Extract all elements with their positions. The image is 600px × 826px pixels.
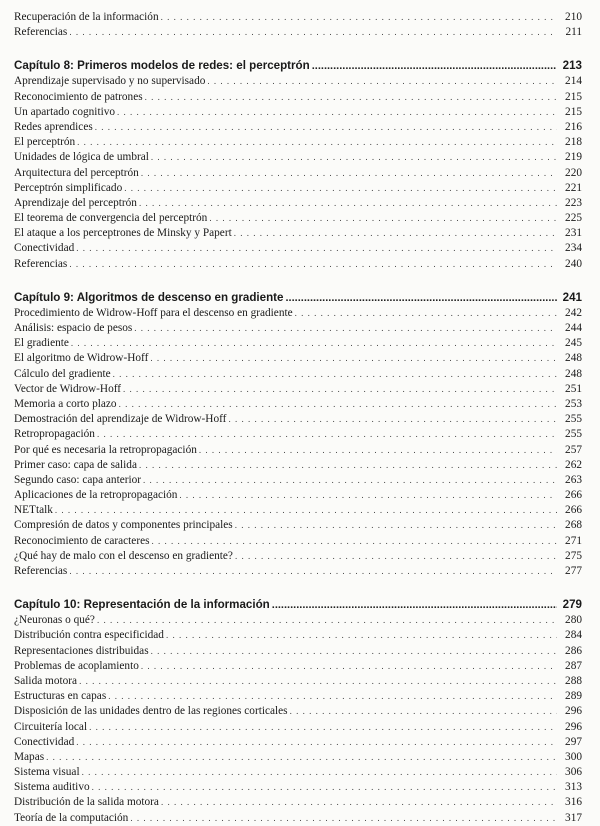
dot-leader xyxy=(69,564,557,579)
chapter-heading[interactable] xyxy=(14,596,582,613)
toc-entry[interactable] xyxy=(14,135,582,150)
entry-page-number: 248 xyxy=(565,367,582,380)
toc-entry[interactable] xyxy=(14,473,582,488)
toc-entry[interactable] xyxy=(14,351,582,366)
dot-leader xyxy=(295,306,557,321)
entry-page-number: 263 xyxy=(565,473,582,486)
entry-title: Redes aprendices xyxy=(14,120,93,133)
entry-title: Representaciones distribuidas xyxy=(14,644,149,657)
chapter-title: Capítulo 10: Representación de la información xyxy=(14,598,270,612)
chapter-page-number: 213 xyxy=(562,59,582,73)
entry-page-number: 220 xyxy=(565,166,582,179)
entry-title: Reconocimiento de patrones xyxy=(14,90,143,103)
toc-entry[interactable] xyxy=(14,211,582,226)
toc-entry[interactable] xyxy=(14,704,582,719)
dot-leader xyxy=(199,443,557,458)
dot-leader xyxy=(108,689,557,704)
entry-title: Perceptrón simplificado xyxy=(14,181,123,194)
dot-leader xyxy=(234,226,557,241)
toc-entry[interactable] xyxy=(14,564,582,579)
entry-title: NETtalk xyxy=(14,504,53,517)
entry-page-number: 296 xyxy=(565,705,582,718)
entry-page-number: 317 xyxy=(565,811,582,824)
entry-page-number: 215 xyxy=(565,105,582,118)
toc-entry[interactable] xyxy=(14,257,582,272)
toc-entry[interactable] xyxy=(14,613,582,628)
entry-title: Vector de Widrow-Hoff xyxy=(14,382,122,395)
toc-entry[interactable] xyxy=(14,518,582,533)
entry-title: Distribución de la salida motora xyxy=(14,796,159,809)
entry-page-number: 216 xyxy=(565,120,582,133)
entry-page-number: 288 xyxy=(565,674,582,687)
entry-page-number: 255 xyxy=(565,428,582,441)
entry-title: El ataque a los perceptrones de Minsky y Papert xyxy=(14,227,232,240)
dot-leader xyxy=(82,765,557,780)
entry-title: Cálculo del gradiente xyxy=(14,367,111,380)
entry-page-number: 277 xyxy=(565,565,582,577)
toc-entry[interactable] xyxy=(14,628,582,643)
toc-entry[interactable] xyxy=(14,458,582,473)
dot-leader xyxy=(119,397,557,412)
dot-leader xyxy=(228,412,557,427)
dot-leader xyxy=(134,321,557,336)
dot-leader xyxy=(290,704,557,719)
entry-title: El gradiente xyxy=(14,337,69,350)
entry-title: Análisis: espacio de pesos xyxy=(14,322,133,334)
entry-title: Reconocimiento de caracteres xyxy=(14,534,150,547)
chapter-page-number: 279 xyxy=(562,598,582,612)
chapter-page-number: 241 xyxy=(562,290,582,304)
dot-leader xyxy=(139,196,557,211)
dot-leader xyxy=(161,795,557,810)
toc-entry[interactable] xyxy=(14,196,582,211)
toc-entry[interactable] xyxy=(14,150,582,165)
dot-leader xyxy=(141,659,557,674)
toc-entry[interactable] xyxy=(14,105,582,120)
entry-page-number: 221 xyxy=(565,181,582,194)
entry-page-number: 253 xyxy=(565,397,582,410)
entry-title: Referencias xyxy=(14,257,68,270)
dot-leader xyxy=(117,105,557,120)
dot-leader xyxy=(71,336,557,351)
dot-leader xyxy=(179,488,557,503)
entry-page-number: 218 xyxy=(565,136,582,149)
entry-title: Circuitería local xyxy=(14,720,88,733)
chapter-heading[interactable] xyxy=(14,289,582,306)
toc-entry[interactable] xyxy=(14,811,582,826)
entry-page-number: 257 xyxy=(565,443,582,456)
entry-page-number: 316 xyxy=(565,796,582,809)
dot-leader xyxy=(166,628,557,643)
toc-entry[interactable] xyxy=(14,120,582,135)
entry-page-number: 296 xyxy=(565,720,582,733)
entry-page-number: 251 xyxy=(565,382,582,395)
dot-leader xyxy=(123,382,557,397)
dot-leader xyxy=(97,613,557,628)
entry-page-number: 268 xyxy=(565,519,582,532)
entry-title: Problemas de acoplamiento xyxy=(14,659,139,672)
entry-title: Referencias xyxy=(14,565,68,577)
toc-section xyxy=(14,10,582,40)
entry-page-number: 287 xyxy=(565,659,582,672)
toc-entry[interactable] xyxy=(14,321,582,336)
entry-page-number: 248 xyxy=(565,352,582,365)
entry-title: Aprendizaje supervisado y no supervisado xyxy=(14,75,206,88)
entry-title: Procedimiento de Widrow-Hoff para el descenso en gradiente xyxy=(14,306,293,319)
chapter-heading[interactable] xyxy=(14,57,582,74)
dot-leader xyxy=(235,518,557,533)
toc-entry[interactable] xyxy=(14,166,582,181)
toc-entry[interactable] xyxy=(14,241,582,256)
toc-entry[interactable] xyxy=(14,336,582,351)
dot-leader xyxy=(286,290,558,307)
entry-title: Aplicaciones de la retropropagación xyxy=(14,489,178,502)
dot-leader xyxy=(77,135,557,150)
toc-entry[interactable] xyxy=(14,795,582,810)
entry-title: ¿Qué hay de malo con el descenso en gradiente? xyxy=(14,549,233,562)
dot-leader xyxy=(97,427,557,442)
toc-entry[interactable] xyxy=(14,644,582,659)
dot-leader xyxy=(141,166,557,181)
toc-entry[interactable] xyxy=(14,488,582,503)
dot-leader xyxy=(79,674,557,689)
chapter-title: Capítulo 8: Primeros modelos de redes: el perceptrón xyxy=(14,59,310,73)
entry-title: El algoritmo de Widrow-Hoff xyxy=(14,352,149,365)
dot-leader xyxy=(150,351,557,366)
toc-entry[interactable] xyxy=(14,720,582,735)
entry-title: Recuperación de la información xyxy=(14,11,159,23)
entry-title: Disposición de las unidades dentro de las regiones corticales xyxy=(14,705,288,718)
toc-entry[interactable] xyxy=(14,674,582,689)
dot-leader xyxy=(207,74,557,89)
toc-entry[interactable] xyxy=(14,659,582,674)
entry-title: Aprendizaje del perceptrón xyxy=(14,196,137,209)
entry-page-number: 266 xyxy=(565,489,582,502)
entry-title: Arquitectura del perceptrón xyxy=(14,166,139,179)
toc-entry[interactable] xyxy=(14,10,582,25)
entry-page-number: 306 xyxy=(565,766,582,779)
dot-leader xyxy=(151,150,557,165)
toc-entry[interactable] xyxy=(14,382,582,397)
entry-title: Compresión de datos y componentes principales xyxy=(14,519,233,532)
entry-title: Primer caso: capa de salida xyxy=(14,458,137,471)
entry-page-number: 215 xyxy=(565,90,582,103)
toc-entry[interactable] xyxy=(14,735,582,750)
entry-title: Demostración del aprendizaje de Widrow-Hoff xyxy=(14,413,227,426)
entry-title: Memoria a corto plazo xyxy=(14,397,117,410)
toc-entry[interactable] xyxy=(14,765,582,780)
toc-entry[interactable] xyxy=(14,397,582,412)
dot-leader xyxy=(209,211,557,226)
entry-page-number: 223 xyxy=(565,196,582,209)
dot-leader xyxy=(76,241,557,256)
entry-title: Unidades de lógica de umbral xyxy=(14,151,149,164)
entry-page-number: 225 xyxy=(565,212,582,225)
entry-page-number: 244 xyxy=(565,322,582,334)
entry-page-number: 286 xyxy=(565,644,582,657)
toc-entry[interactable] xyxy=(14,750,582,765)
entry-page-number: 289 xyxy=(565,690,582,703)
toc-section xyxy=(14,289,582,579)
toc-entry[interactable] xyxy=(14,412,582,427)
entry-page-number: 266 xyxy=(565,504,582,517)
entry-page-number: 271 xyxy=(565,534,582,547)
dot-leader xyxy=(161,10,557,25)
entry-page-number: 262 xyxy=(565,458,582,471)
dot-leader xyxy=(95,120,557,135)
dot-leader xyxy=(69,25,557,40)
entry-page-number: 219 xyxy=(565,151,582,164)
dot-leader xyxy=(145,90,557,105)
toc-entry[interactable] xyxy=(14,25,582,40)
toc-section xyxy=(14,57,582,271)
entry-title: Retropropagación xyxy=(14,428,95,441)
dot-leader xyxy=(124,181,557,196)
entry-page-number: 210 xyxy=(565,11,582,23)
chapter-title: Capítulo 9: Algoritmos de descenso en gradiente xyxy=(14,290,284,304)
entry-page-number: 255 xyxy=(565,413,582,426)
dot-leader xyxy=(92,780,557,795)
dot-leader xyxy=(89,720,557,735)
toc-entry[interactable] xyxy=(14,780,582,795)
entry-page-number: 231 xyxy=(565,227,582,240)
entry-title: Teoría de la computación xyxy=(14,811,129,824)
dot-leader xyxy=(55,503,557,518)
entry-page-number: 284 xyxy=(565,629,582,642)
dot-leader xyxy=(151,644,557,659)
dot-leader xyxy=(272,597,557,614)
entry-title: El perceptrón xyxy=(14,136,76,149)
entry-title: Un apartado cognitivo xyxy=(14,105,116,118)
dot-leader xyxy=(69,257,557,272)
entry-title: Distribución contra especificidad xyxy=(14,629,164,642)
entry-page-number: 300 xyxy=(565,750,582,763)
entry-title: Mapas xyxy=(14,750,45,763)
dot-leader xyxy=(143,473,557,488)
entry-page-number: 313 xyxy=(565,781,582,794)
entry-title: Sistema auditivo xyxy=(14,781,90,794)
dot-leader xyxy=(113,367,557,382)
entry-title: ¿Neuronas o qué? xyxy=(14,614,95,627)
entry-title: Segundo caso: capa anterior xyxy=(14,473,142,486)
entry-page-number: 214 xyxy=(565,75,582,88)
toc-entry[interactable] xyxy=(14,90,582,105)
entry-title: Conectividad xyxy=(14,242,75,255)
dot-leader xyxy=(130,811,557,826)
entry-page-number: 297 xyxy=(565,735,582,748)
entry-page-number: 240 xyxy=(565,257,582,270)
entry-title: Sistema visual xyxy=(14,766,80,779)
entry-title: El teorema de convergencia del perceptrón xyxy=(14,212,208,225)
toc-entry[interactable] xyxy=(14,367,582,382)
entry-title: Salida motora xyxy=(14,674,78,687)
dot-leader xyxy=(76,735,557,750)
entry-page-number: 245 xyxy=(565,337,582,350)
toc-entry[interactable] xyxy=(14,443,582,458)
toc-entry[interactable] xyxy=(14,549,582,564)
dot-leader xyxy=(312,58,557,75)
toc-entry[interactable] xyxy=(14,503,582,518)
toc-entry[interactable] xyxy=(14,427,582,442)
toc-entry[interactable] xyxy=(14,226,582,241)
dot-leader xyxy=(152,534,558,549)
entry-page-number: 211 xyxy=(565,26,582,39)
toc-entry[interactable] xyxy=(14,306,582,321)
entry-page-number: 275 xyxy=(565,549,582,562)
toc-entry[interactable] xyxy=(14,181,582,196)
dot-leader xyxy=(235,549,557,564)
dot-leader xyxy=(46,750,557,765)
toc-section xyxy=(14,596,582,826)
entry-title: Conectividad xyxy=(14,735,75,748)
entry-page-number: 234 xyxy=(565,242,582,255)
toc-entry[interactable] xyxy=(14,74,582,89)
dot-leader xyxy=(139,458,557,473)
toc-entry[interactable] xyxy=(14,689,582,704)
entry-title: Referencias xyxy=(14,26,68,39)
entry-title: Estructuras en capas xyxy=(14,690,107,703)
entry-page-number: 280 xyxy=(565,614,582,627)
toc-entry[interactable] xyxy=(14,534,582,549)
entry-title: Por qué es necesaria la retropropagación xyxy=(14,443,197,456)
entry-page-number: 242 xyxy=(565,306,582,319)
